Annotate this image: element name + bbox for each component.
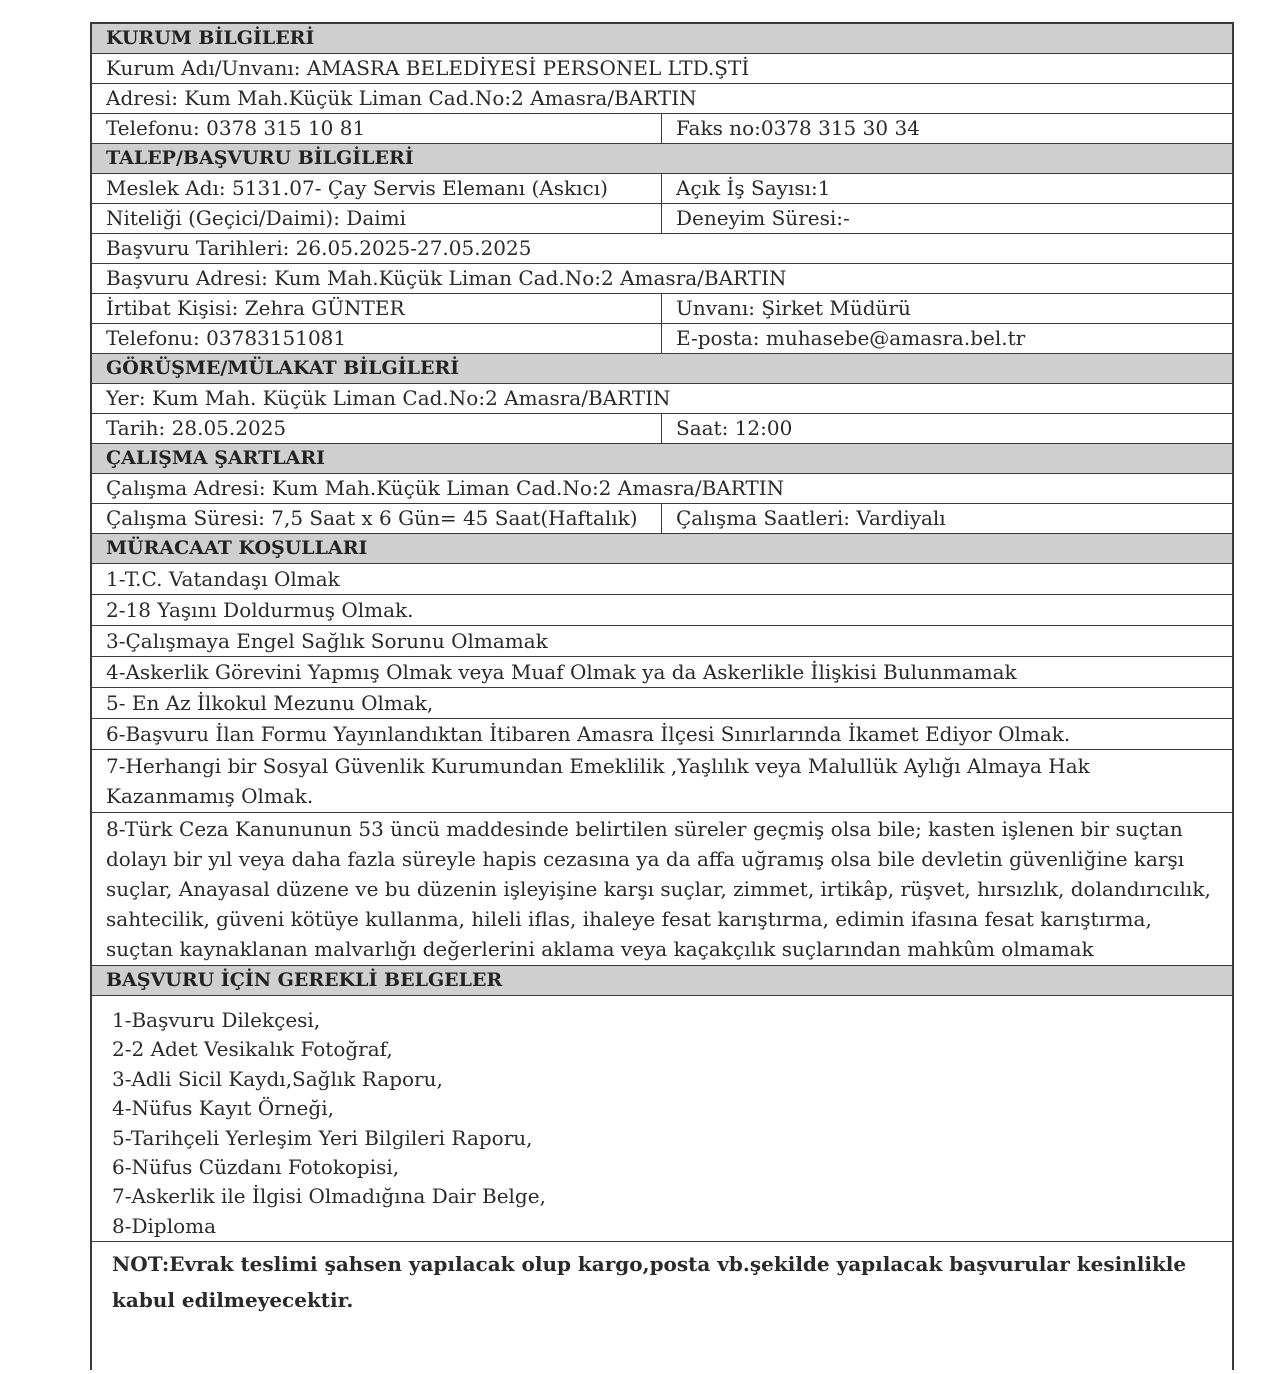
kurum-adi: Kurum Adı/Unvanı: AMASRA BELEDİYESİ PERSONEL LTD.ŞTİ bbox=[106, 56, 750, 80]
meslek-adi: Meslek Adı: 5131.07- Çay Servis Elemanı (Askıcı) bbox=[92, 174, 662, 203]
row-talep-telefon bbox=[92, 324, 1232, 354]
section-header-belgeler bbox=[92, 966, 1232, 996]
kurum-faks: Faks no:0378 315 30 34 bbox=[676, 116, 920, 140]
section-header-calisma bbox=[92, 444, 1232, 474]
section-header-gorusme bbox=[92, 354, 1232, 384]
row-meslek bbox=[92, 174, 1232, 204]
condition-row bbox=[92, 564, 1232, 595]
row-gorusme-yer bbox=[92, 384, 1232, 414]
gorusme-tarih: Tarih: 28.05.2025 bbox=[92, 414, 662, 443]
document-item: 1-Başvuru Dilekçesi, bbox=[112, 1008, 321, 1032]
gorusme-saat: Saat: 12:00 bbox=[676, 416, 793, 440]
condition-item: 3-Çalışmaya Engel Sağlık Sorunu Olmamak bbox=[106, 629, 548, 653]
row-basvuru-adresi bbox=[92, 264, 1232, 294]
section-title: GÖRÜŞME/MÜLAKAT BİLGİLERİ bbox=[106, 357, 460, 379]
section-title: TALEP/BAŞVURU BİLGİLERİ bbox=[106, 147, 414, 169]
basvuru-tarihleri: Başvuru Tarihleri: 26.05.2025-27.05.2025 bbox=[106, 236, 532, 260]
form-bottom-space bbox=[92, 1330, 1232, 1370]
row-niteligi bbox=[92, 204, 1232, 234]
condition-row bbox=[92, 595, 1232, 626]
document-item: 3-Adli Sicil Kaydı,Sağlık Raporu, bbox=[112, 1066, 443, 1091]
section-header-talep bbox=[92, 144, 1232, 174]
section-title: MÜRACAAT KOŞULLARI bbox=[106, 537, 368, 559]
section-header-muracaat bbox=[92, 534, 1232, 564]
calisma-suresi: Çalışma Süresi: 7,5 Saat x 6 Gün= 45 Saat(Haftalık) bbox=[92, 504, 662, 533]
document-item: 4-Nüfus Kayıt Örneği, bbox=[112, 1096, 334, 1121]
acik-is-sayisi: Açık İş Sayısı:1 bbox=[676, 176, 831, 200]
document-item: 7-Askerlik ile İlgisi Olmadığına Dair Belge, bbox=[112, 1184, 546, 1209]
condition-row bbox=[92, 657, 1232, 688]
condition-item: 6-Başvuru İlan Formu Yayınlandıktan İtibaren Amasra İlçesi Sınırlarında İkamet Ediyor Olmak. bbox=[106, 722, 1071, 746]
condition-item: 1-T.C. Vatandaşı Olmak bbox=[106, 567, 340, 591]
row-kurum-telefon bbox=[92, 114, 1232, 144]
kurum-telefon: Telefonu: 0378 315 10 81 bbox=[92, 114, 662, 143]
condition-row bbox=[92, 750, 1232, 813]
condition-item: 4-Askerlik Görevini Yapmış Olmak veya Muaf Olmak ya da Askerlikle İlişkisi Bulunmamak bbox=[106, 660, 1017, 684]
condition-item: 8-Türk Ceza Kanununun 53 üncü maddesinde belirtilen süreler geçmiş olsa bile; kasten işlenen bir suçtan dolayı bir yıl veya daha fazla süreyle hapis cezasına ya da affa uğramış olsa bile devletin güvenliğine karşı suçlar, Anayasal düzene ve bu düzenin işleyişine karşı suçlar, zimmet, irtikâp, rüşvet, hırsızlık, dolandırıcılık, sahtecilik, güveni kötüye kullanma, hileli iflas, ihaleye fesat karıştırma, edimin ifasına fesat karıştırma, suçtan kaynaklanan malvarlığı değerlerini aklama veya kaçakçılık suçlarından mahkûm olmamak bbox=[106, 817, 1211, 961]
required-documents-list bbox=[92, 996, 1232, 1241]
document-item: 2-2 Adet Vesikalık Fotoğraf, bbox=[112, 1037, 393, 1062]
section-title: ÇALIŞMA ŞARTLARI bbox=[106, 447, 326, 469]
talep-telefon: Telefonu: 03783151081 bbox=[92, 324, 662, 353]
row-calisma-suresi bbox=[92, 504, 1232, 534]
condition-item: 7-Herhangi bir Sosyal Güvenlik Kurumundan Emeklilik ,Yaşlılık veya Malullük Aylığı Almaya Hak Kazanmamış Olmak. bbox=[106, 754, 1090, 808]
deneyim-suresi: Deneyim Süresi:- bbox=[676, 206, 850, 230]
irtibat-unvani: Unvanı: Şirket Müdürü bbox=[676, 296, 911, 320]
kurum-adres: Adresi: Kum Mah.Küçük Liman Cad.No:2 Amasra/BARTIN bbox=[106, 86, 697, 110]
document-item: 5-Tarihçeli Yerleşim Yeri Bilgileri Raporu, bbox=[112, 1125, 533, 1150]
row-kurum-adres bbox=[92, 84, 1232, 114]
condition-row bbox=[92, 688, 1232, 719]
document-item: 8-Diploma bbox=[112, 1213, 217, 1238]
row-irtibat bbox=[92, 294, 1232, 324]
gorusme-yer: Yer: Kum Mah. Küçük Liman Cad.No:2 Amasra/BARTIN bbox=[106, 386, 671, 410]
calisma-saatleri: Çalışma Saatleri: Vardiyalı bbox=[676, 506, 946, 530]
row-calisma-adresi bbox=[92, 474, 1232, 504]
row-gorusme-tarih bbox=[92, 414, 1232, 444]
talep-eposta: E-posta: muhasebe@amasra.bel.tr bbox=[676, 326, 1026, 350]
condition-row bbox=[92, 813, 1232, 966]
condition-row bbox=[92, 626, 1232, 657]
condition-item: 5- En Az İlkokul Mezunu Olmak, bbox=[106, 691, 434, 715]
row-kurum-adi bbox=[92, 54, 1232, 84]
condition-row bbox=[92, 719, 1232, 750]
niteligi: Niteliği (Geçici/Daimi): Daimi bbox=[92, 204, 662, 233]
document-item: 6-Nüfus Cüzdanı Fotokopisi, bbox=[112, 1155, 400, 1180]
row-basvuru-tarihleri bbox=[92, 234, 1232, 264]
calisma-adresi: Çalışma Adresi: Kum Mah.Küçük Liman Cad.No:2 Amasra/BARTIN bbox=[106, 476, 785, 500]
section-title: BAŞVURU İÇİN GEREKLİ BELGELER bbox=[106, 969, 503, 991]
condition-item: 2-18 Yaşını Doldurmuş Olmak. bbox=[106, 598, 414, 622]
section-title: KURUM BİLGİLERİ bbox=[106, 27, 315, 49]
section-header-kurum bbox=[92, 24, 1232, 54]
application-form bbox=[90, 22, 1234, 1370]
submission-note: NOT:Evrak teslimi şahsen yapılacak olup kargo,posta vb.şekilde yapılacak başvurular kesinlikle kabul edilmeyecektir. bbox=[92, 1241, 1232, 1330]
irtibat-kisisi: İrtibat Kişisi: Zehra GÜNTER bbox=[92, 294, 662, 323]
basvuru-adresi: Başvuru Adresi: Kum Mah.Küçük Liman Cad.No:2 Amasra/BARTIN bbox=[106, 266, 787, 290]
